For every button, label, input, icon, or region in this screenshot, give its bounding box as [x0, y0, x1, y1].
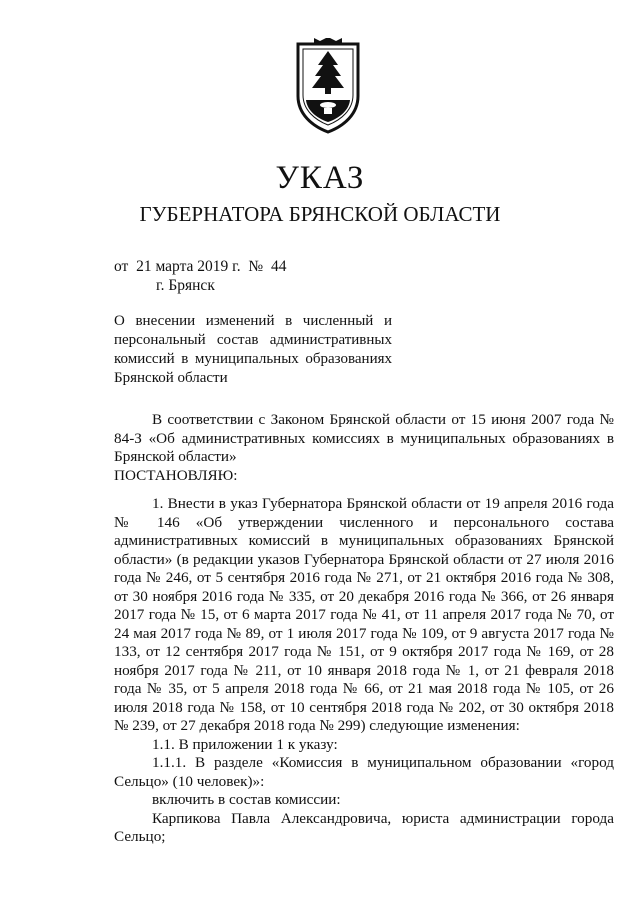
document-issuer: ГУБЕРНАТОРА БРЯНСКОЙ ОБЛАСТИ — [139, 202, 501, 226]
item-1-1-paragraph: 1.1. В приложении 1 к указу: — [152, 735, 338, 753]
document-title: УКАЗ — [275, 160, 365, 196]
person-line: Карпикова Павла Александровича, юриста администрации города Сельцо; — [114, 809, 614, 845]
item-1-paragraph: 1. Внести в указ Губернатора Брянской области от 19 апреля 2016 года № 146 «Об утверждении численного и персонального состава административных комиссий в муниципальных образованиях Брянской области» (в редакции указов Губернатора Брянской области от 27 июля 2016 года № 246, от 5 сентября 2016 года № 271, от 21 октября 2016 года № 308, от 30 ноября 2016 года № 335, от 20 декабря 2016 года № 366, от 26 января 2017 года № 15, от 6 марта 2017 года № 41, от 11 апреля 2017 года № 70, от 24 мая 2017 года № 89, от 1 июля 2017 года № 109, от 9 августа 2017 года № 133, от 12 сентября 2017 года № 151, от 9 октября 2017 года № 169, от 28 ноября 2017 года № 211, от 10 января 2018 года № 1, от 21 февраля 2018 года № 35, от 5 апреля 2018 года № 66, от 21 мая 2018 года № 105, от 26 июля 2018 года № 158, от 10 сентября 2018 года № 202, от 30 октября 2018 № 239, от 27 декабря 2018 года № 299) следующие изменения: — [114, 495, 614, 734]
decree-subject: О внесении изменений в численный и персональный состав административных комиссий в муниципальных образованиях Брянской области — [114, 313, 392, 386]
item-1-1-1-paragraph: 1.1.1. В разделе «Комиссия в муниципальном образовании «город Сельцо» (10 человек)»: — [114, 754, 614, 790]
decree-date-number: от 21 марта 2019 г. № 44 — [114, 258, 287, 275]
decree-city: г. Брянск — [156, 277, 215, 294]
bryansk-coat-of-arms-icon — [294, 38, 362, 134]
decree-body — [114, 411, 614, 847]
preamble-paragraph: В соответствии с Законом Брянской области от 15 июня 2007 года № 84-З «Об административных комиссиях в муниципальных образованиях в Брянской области» — [114, 411, 614, 465]
include-line: включить в состав комиссии: — [152, 791, 341, 808]
resolve-heading: ПОСТАНОВЛЯЮ: — [114, 466, 238, 484]
